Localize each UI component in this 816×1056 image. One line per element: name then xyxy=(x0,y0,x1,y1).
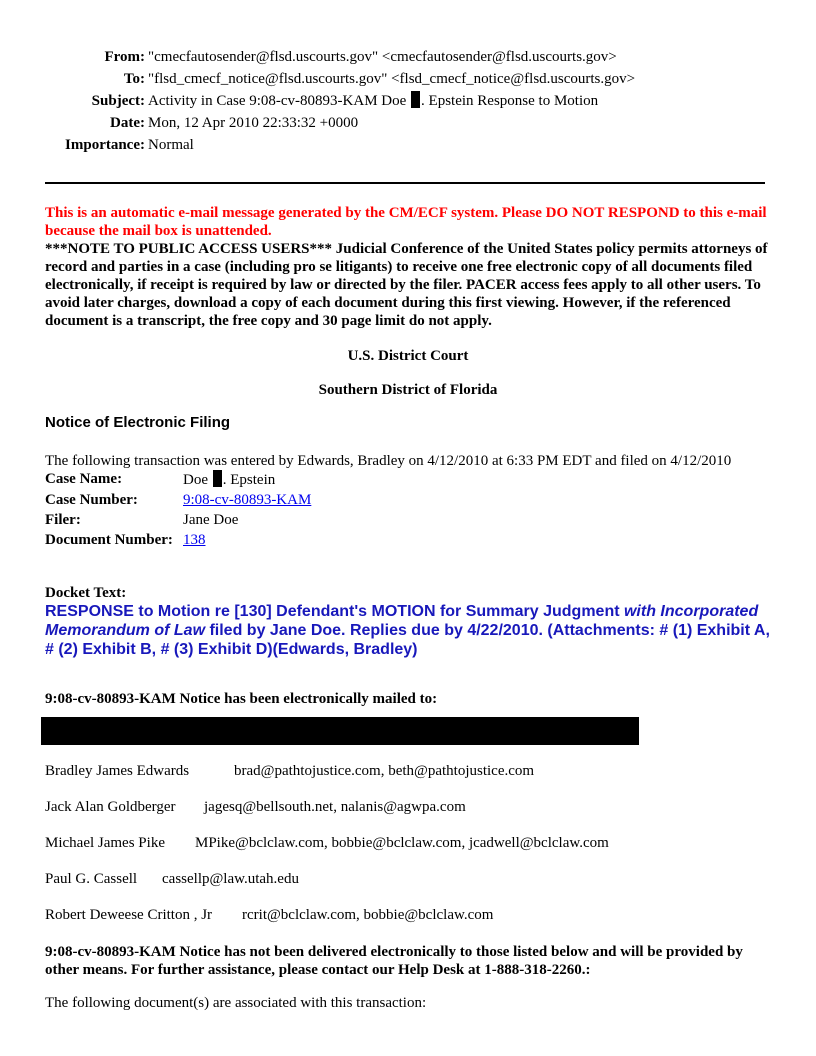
case-name-prefix: Doe xyxy=(183,472,208,488)
subject-prefix: Activity in Case 9:08-cv-80893-KAM Doe xyxy=(148,93,407,109)
to-value: "flsd_cmecf_notice@flsd.uscourts.gov" <flsd_cmecf_notice@flsd.uscourts.gov> xyxy=(148,71,636,87)
nef-title: Notice of Electronic Filing xyxy=(45,414,231,431)
to-label: To: xyxy=(123,71,145,87)
recipient-name: Robert Deweese Critton , Jr xyxy=(45,907,213,923)
docket-text-part2: filed by Jane Doe. Replies due by 4/22/2010. (Attachments: # (1) Exhibit A, # (2) Exhibit B, # (3) Exhibit D)(Edwards, Bradley) xyxy=(45,622,770,658)
document-number-link[interactable]: 138 xyxy=(183,532,206,548)
docket-text-italic: with Incorporated Memorandum of Law xyxy=(45,603,759,639)
message-body xyxy=(45,204,775,330)
docket-block xyxy=(45,585,775,659)
case-number-row xyxy=(45,491,311,511)
recipient-name: Paul G. Cassell xyxy=(45,871,138,887)
date-value: Mon, 12 Apr 2010 22:33:32 +0000 xyxy=(148,115,359,131)
transaction-block xyxy=(45,452,745,551)
auto-email-warning: This is an automatic e-mail message generated by the CM/ECF system. Please DO NOT RESPOND to this e-mail because the mail box is unattended. xyxy=(45,205,767,239)
redaction-mark xyxy=(411,91,420,108)
date-label: Date: xyxy=(110,115,145,131)
redacted-recipient-bar xyxy=(41,717,639,745)
from-row xyxy=(45,46,635,68)
recipient-row xyxy=(45,799,466,816)
subject-row xyxy=(45,90,635,112)
subject-label: Subject: xyxy=(91,93,145,109)
from-label: From: xyxy=(104,49,145,65)
filer-value: Jane Doe xyxy=(183,512,239,528)
case-info-table xyxy=(45,470,311,551)
docket-label: Docket Text: xyxy=(45,585,127,601)
case-number-link[interactable]: 9:08-cv-80893-KAM xyxy=(183,492,312,508)
recipient-name: Michael James Pike xyxy=(45,835,165,851)
case-name-label: Case Name: xyxy=(45,471,123,487)
case-name-value xyxy=(183,470,311,491)
importance-value: Normal xyxy=(148,137,194,153)
email-header xyxy=(45,46,635,156)
case-name-suffix: . Epstein xyxy=(222,472,276,488)
importance-label: Importance: xyxy=(65,137,145,153)
case-name-row xyxy=(45,470,311,491)
docket-text xyxy=(45,602,775,659)
importance-row xyxy=(45,134,635,156)
transaction-text: The following transaction was entered by Edwards, Bradley on 4/12/2010 at 6:33 PM EDT and filed on 4/12/2010 xyxy=(45,453,732,469)
docket-text-part1: RESPONSE to Motion re [130] Defendant's MOTION for Summary Judgment xyxy=(45,603,624,620)
filer-row xyxy=(45,511,311,531)
district-heading xyxy=(45,381,771,399)
recipient-emails: brad@pathtojustice.com, beth@pathtojustice.com xyxy=(234,763,535,779)
subject-value xyxy=(148,90,598,112)
recipient-row xyxy=(45,835,609,852)
document-number-row xyxy=(45,531,311,551)
not-delivered-text: 9:08-cv-80893-KAM Notice has not been delivered electronically to those listed below and will be provided by other means. For further assistance, please contact our Help Desk at 1-888-318-2260.: xyxy=(45,944,743,978)
recipient-name: Bradley James Edwards xyxy=(45,763,190,779)
date-row xyxy=(45,112,635,134)
filer-label: Filer: xyxy=(45,512,81,528)
public-access-note: ***NOTE TO PUBLIC ACCESS USERS*** Judicial Conference of the United States policy permits attorneys of record and parties in a case (including pro se litigants) to receive one free electronic copy of all documents filed electronically, if receipt is required by law or directed by the filer. PACER access fees apply to all other users. To avoid later charges, download a copy of each document during this first viewing. However, if the referenced document is a transcript, the free copy and 30 page limit do not apply. xyxy=(45,241,768,329)
associated-docs-text: The following document(s) are associated with this transaction: xyxy=(45,995,427,1011)
recipient-emails: rcrit@bclclaw.com, bobbie@bclclaw.com xyxy=(242,907,494,923)
from-value: "cmecfautosender@flsd.uscourts.gov" <cmecfautosender@flsd.uscourts.gov> xyxy=(148,49,617,65)
header-divider xyxy=(45,182,765,184)
document-number-label: Document Number: xyxy=(45,532,173,548)
recipient-emails: MPike@bclclaw.com, bobbie@bclclaw.com, jcadwell@bclclaw.com xyxy=(195,835,609,851)
recipient-emails: cassellp@law.utah.edu xyxy=(162,871,299,887)
court-district: Southern District of Florida xyxy=(318,382,498,398)
subject-suffix: . Epstein Response to Motion xyxy=(421,93,599,109)
recipient-row xyxy=(45,907,493,924)
recipient-row xyxy=(45,871,299,888)
court-name: U.S. District Court xyxy=(347,348,469,364)
recipient-emails: jagesq@bellsouth.net, nalanis@agwpa.com xyxy=(204,799,466,815)
recipient-name: Jack Alan Goldberger xyxy=(45,799,176,815)
recipient-row xyxy=(45,763,534,780)
court-heading xyxy=(45,347,771,365)
redaction-mark xyxy=(213,470,222,487)
mailed-heading: 9:08-cv-80893-KAM Notice has been electronically mailed to: xyxy=(45,691,438,707)
to-row xyxy=(45,68,635,90)
case-number-label: Case Number: xyxy=(45,492,138,508)
